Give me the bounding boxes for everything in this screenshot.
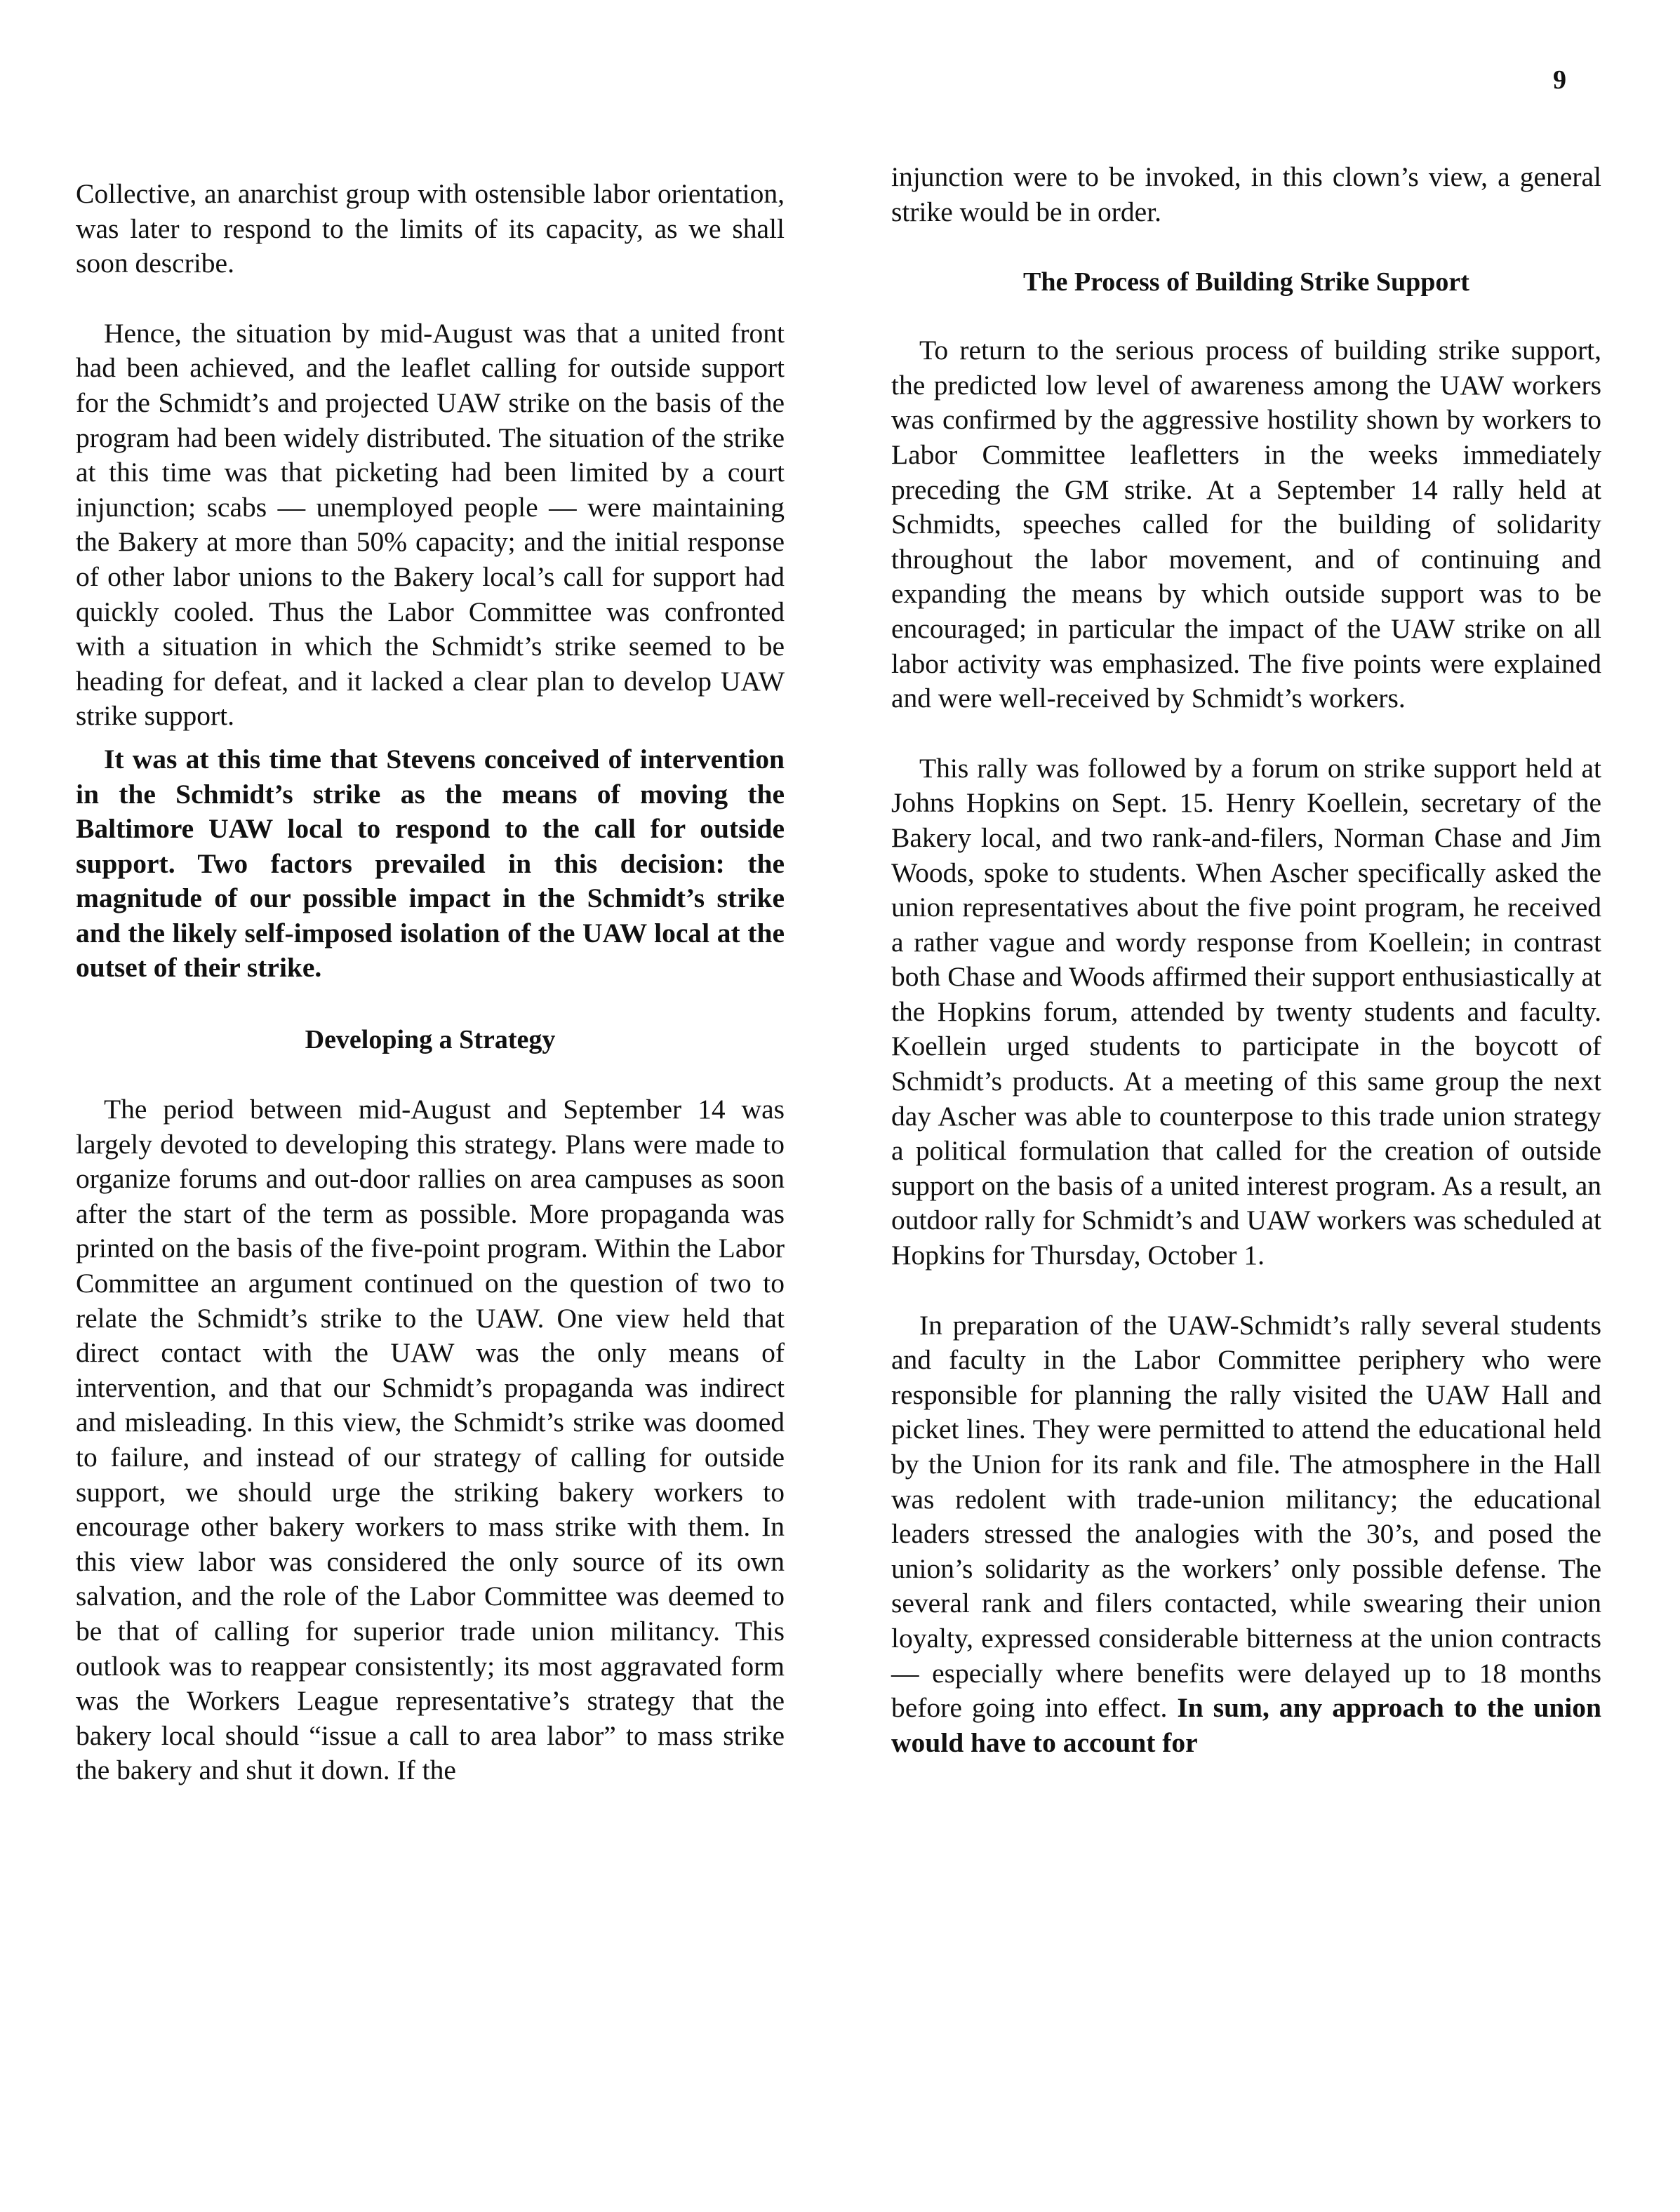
left-column [76,177,785,1788]
paragraph-forum-hopkins: This rally was followed by a forum on strike support held at Johns Hopkins on Sept. 15. Henry Koellein, secretary of the Bakery local, and two rank-and-filers, Norman Chase and Jim Woods, spoke to students. When Ascher specifically asked the union representatives about the five point program, he received a rather vague and wordy response from Koellein; in contrast both Chase and Woods affirmed their support enthusiastically at the Hopkins forum, attended by twenty students and faculty. Koellein urged students to participate in the boycott of Schmidt’s products. At a meeting of this same group the next day Ascher was able to counterpose to this trade union strategy a political formulation that called for the creation of outside support on the basis of a united interest program. As a result, an outdoor rally for Schmidt’s and UAW workers was scheduled at Hopkins for Thursday, October 1. [891,752,1601,1271]
section-heading-developing-strategy: Developing a Strategy [305,1025,556,1055]
paragraph-period-between: The period between mid-August and September 14 was largely devoted to developing this strategy. Plans were made to organize forums and out-door rallies on area campuses as soon after the start of the term as possible. More propaganda was printed on the basis of the five-point program. Within the Labor Committee an argument continued on the question of two to relate the Schmidt’s strike to the UAW. One view held that direct contact with the UAW was the only means of intervention, and that our Schmidt’s propaganda was indirect and misleading. In this view, the Schmidt’s strike was doomed to failure, and instead of our strategy of calling for outside support, we should urge the striking bakery workers to encourage other bakery workers to mass strike with them. In this view labor was considered the only source of its own salvation, and the role of the Labor Committee was deemed to be that of calling for superior trade union militancy. This outlook was to reappear consistently; its most aggravated form was the Workers League representative’s strategy that the bakery local should “issue a call to area labor” to mass strike the bakery and shut it down. If the [76,1094,785,1786]
paragraph-collective: Collective, an anarchist group with ostensible labor orientation, was later to respond to the limits of its capacity, as we shall soon describe. [76,178,785,279]
paragraph-return-to-process: To return to the serious process of building strike support, the predicted low level of awareness among the UAW workers was confirmed by the aggressive hostility shown by workers to Labor Committee leafletters in the weeks immediately preceding the GM strike. At a September 14 rally held at Schmidts, speeches called for the building of solidarity throughout the labor movement, and of continuing and expanding the means by which outside support was to be encouraged; in particular the impact of the UAW strike on all labor activity was emphasized. The five points were explained and were well-received by Schmidt’s workers. [891,335,1601,714]
paragraph-preparation-text: In preparation of the UAW-Schmidt’s rally several students and faculty in the Labor Committee periphery who were responsible for planning the rally visited the UAW Hall and picket lines. They were permitted to attend the educational held by the Union for its rank and file. The atmosphere in the Hall was redolent with trade-union militancy; the educational leaders stressed the analogies with the 30’s, and posed the union’s solidarity as the workers’ only possible defense. The several rank and filers contacted, while swearing their union loyalty, expressed considerable bitterness at the union contracts — especially where benefits were delayed up to 18 months before going into effect. [891,1309,1601,1724]
section-heading-building-strike-support: The Process of Building Strike Support [1023,267,1469,297]
paragraph-injunction: injunction were to be invoked, in this clown’s view, a general strike would be in order. [891,161,1601,227]
paragraph-situation-mid-august: Hence, the situation by mid-August was that a united front had been achieved, and the leaflet calling for outside support for the Schmidt’s and projected UAW strike on the basis of the program had been widely distributed. The situation of the strike at this time was that picketing had been limited by a court injunction; scabs — unemployed people — were maintaining the Bakery at more than 50% capacity; and the initial response of other labor unions to the Bakery local’s call for support had quickly cooled. Thus the Labor Committee was confronted with a situation in which the Schmidt’s strike seemed to be heading for defeat, and it lacked a clear plan to develop UAW strike support. [76,317,785,732]
paragraph-preparation-bold-conclusion: In sum, any approach to the union would have to account for [891,1692,1601,1758]
page-number: 9 [1553,65,1566,95]
paragraph-preparation-rally [891,1308,1601,1761]
right-column [891,160,1601,1760]
paragraph-stevens-intervention: It was at this time that Stevens conceived of intervention in the Schmidt’s strike as the means of moving the Baltimore UAW local to respond to the call for outside support. Two factors prevailed in this decision: the magnitude of our possible impact in the Schmidt’s strike and the likely self-imposed isolation of the UAW local at the outset of their strike. [76,743,785,984]
